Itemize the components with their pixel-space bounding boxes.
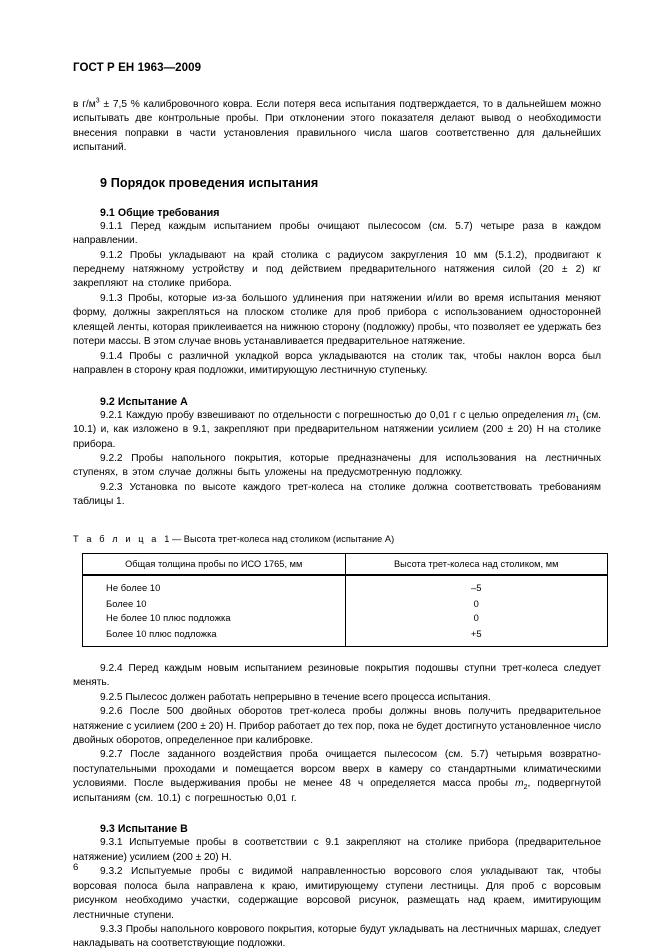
superscript-3: 3 xyxy=(95,97,100,105)
table-row xyxy=(83,596,608,611)
paragraph-9-3-1: 9.3.1 Испытуемые пробы в соответствии с 9.1 закрепляют на столике прибора (предварительное натяжение) усилием (200 ± 20) Н. xyxy=(73,837,601,863)
paragraph-9-1-4: 9.1.4 Пробы с различной укладкой ворса укладываются на столик так, чтобы наклон ворса был направлен в сторону края подложки, имитирующую лестничную ступеньку. xyxy=(73,350,601,377)
paragraph-9-1-3: 9.1.3 Пробы, которые из-за большого удлинения при натяжении и/или во время испытания меняют форму, должны закрепляться на плоском столике для проб прибора с использованием односторонней клеящей ленты, которая приклеивается на нижнюю сторону (подложку) пробы, что позволяет ее удержать без потери массы. В этом случае вновь устанавливается предварительное натяжение. xyxy=(73,292,601,348)
page-number: 6 xyxy=(73,862,79,873)
paragraph-9-2-1 xyxy=(73,409,601,452)
heading-section-9-1: 9.1 Общие требования xyxy=(100,206,220,219)
table-caption xyxy=(73,534,601,544)
cell-thickness: Не более 10 xyxy=(83,575,346,596)
table-caption-label: Т а б л и ц а xyxy=(73,533,159,544)
table-row xyxy=(83,575,608,596)
paragraph-9-1-1: 9.1.1 Перед каждым испытанием пробы очищают пылесосом (см. 5.7) четыре раза в каждом направлении. xyxy=(73,220,601,247)
heading-section-9-3: 9.3 Испытание В xyxy=(100,823,188,836)
cell-thickness: Не более 10 плюс подложка xyxy=(83,610,346,625)
paragraph-9-2-3: 9.2.3 Установка по высоте каждого трет-колеса на столике должна соответствовать требованиям таблицы 1. xyxy=(73,481,601,508)
page-content xyxy=(73,62,601,952)
table-caption-text: 1 — Высота трет-колеса над столиком (испытание А) xyxy=(164,533,395,544)
paragraph-9-1-2: 9.1.2 Пробы укладывают на край столика с радиусом закругления 10 мм (5.1.2), продвигают к переднему натяжному устройству и под действием предварительного натяжения силой (20 ± 2) кг закрепляют на столике прибора. xyxy=(73,249,601,290)
heading-section-9-2: 9.2 Испытание А xyxy=(100,395,188,408)
paragraph-intro: в $г/м^3 \pm 7,5$ % калибровочного ковра. Если потеря веса испытания подтверждается, то в дальнейшем можно испытывать две контрольные пробы. При отклонении этого показателя делают вывод о необходимости внесения поправки в части установления правильного числа шагов соответственно для дальнейших испытаний. xyxy=(73,97,601,154)
variable-m2-subscript: 2 xyxy=(523,784,528,792)
paragraph-9-3-3: 9.3.3 Пробы напольного коврового покрытия, которые будут укладывать на лестничных маршах, следует накладывать на соответствующие подложки. xyxy=(73,924,601,950)
variable-m1: m xyxy=(567,409,576,421)
cell-height: 0 xyxy=(473,597,479,609)
cell-height: +5 xyxy=(470,627,482,639)
table-column-height: Высота трет-колеса над столиком, мм xyxy=(345,553,608,575)
document-header: ГОСТ Р ЕН 1963—2009 xyxy=(73,62,202,74)
paragraph-9-2-6: 9.2.6 После 500 двойных оборотов трет-колеса пробы должны вновь получить предварительное натяжение с усилием (200 ± 20) Н. Прибор работает до тех пор, пока не будет достигнуто установленное число двойных оборотов, определенное при калибровке. xyxy=(73,706,601,747)
paragraph-9-2-4: 9.2.4 Перед каждым новым испытанием резиновые покрытия подошвы ступни трет-колеса следует менять. xyxy=(73,662,601,689)
cell-height: –5 xyxy=(470,582,482,594)
cell-height: 0 xyxy=(473,612,479,624)
paragraph-9-2-7 xyxy=(73,748,601,806)
heading-section-9: 9 Порядок проведения испытания xyxy=(100,175,319,190)
variable-m1-subscript: 1 xyxy=(575,415,580,423)
paragraph-9-2-5: 9.2.5 Пылесос должен работать непрерывно в течение всего процесса испытания. xyxy=(100,691,491,703)
table-1 xyxy=(82,553,608,647)
table-body xyxy=(83,575,608,647)
paragraph-9-3-2: 9.3.2 Испытуемые пробы с видимой направленностью ворсового слоя укладывают так, чтобы ворсовая полоса была направлена к краю, имитирующему ступени лестницы. Для проб с ворсовым рисунком необходимо участки, содержащие ворсовой рисунок, размещать над краем, имитирующим лестничные ступени. xyxy=(73,866,601,921)
paragraph-9-2-1-text-a: 9.2.1 Каждую пробу взвешивают по отдельности с погрешностью до 0,01 г с целью определения xyxy=(100,409,568,421)
paragraph-9-2-1-text-b: (см. 10.1) и, как изложено в 9.1, закрепляют при предварительном натяжении усилием (200 ± 20) Н на столике прибора. xyxy=(73,409,601,450)
paragraph-9-2-2: 9.2.2 Пробы напольного покрытия, которые предназначены для использования на лестничных ступенях, в этом случае должны быть уложены на предусмотренную подложку. xyxy=(73,452,601,479)
variable-m2: m xyxy=(515,778,524,790)
spacer-after-table xyxy=(73,647,601,662)
paragraph-9-2-7-text-b: , подвергнутой испытаниям (см. 10.1) с погрешностью 0,01 г. xyxy=(73,778,601,804)
table-row xyxy=(83,610,608,625)
cell-thickness: Более 10 xyxy=(83,596,346,611)
table-header-row xyxy=(83,553,608,575)
table-column-thickness: Общая толщина пробы по ИСО 1765, мм xyxy=(83,553,346,575)
table-header xyxy=(83,553,608,575)
table-row xyxy=(83,625,608,647)
cell-thickness: Более 10 плюс подложка xyxy=(83,625,346,647)
paragraph-9-2-7-text-a: 9.2.7 После заданного воздействия проба очищается пылесосом (см. 5.7) четырьмя возвратно-поступательными проходами и помещается ворсом вверх в камеру со стандартными климатическими условиями. После выдерживания пробы не менее 48 ч определяется масса пробы xyxy=(73,749,601,790)
